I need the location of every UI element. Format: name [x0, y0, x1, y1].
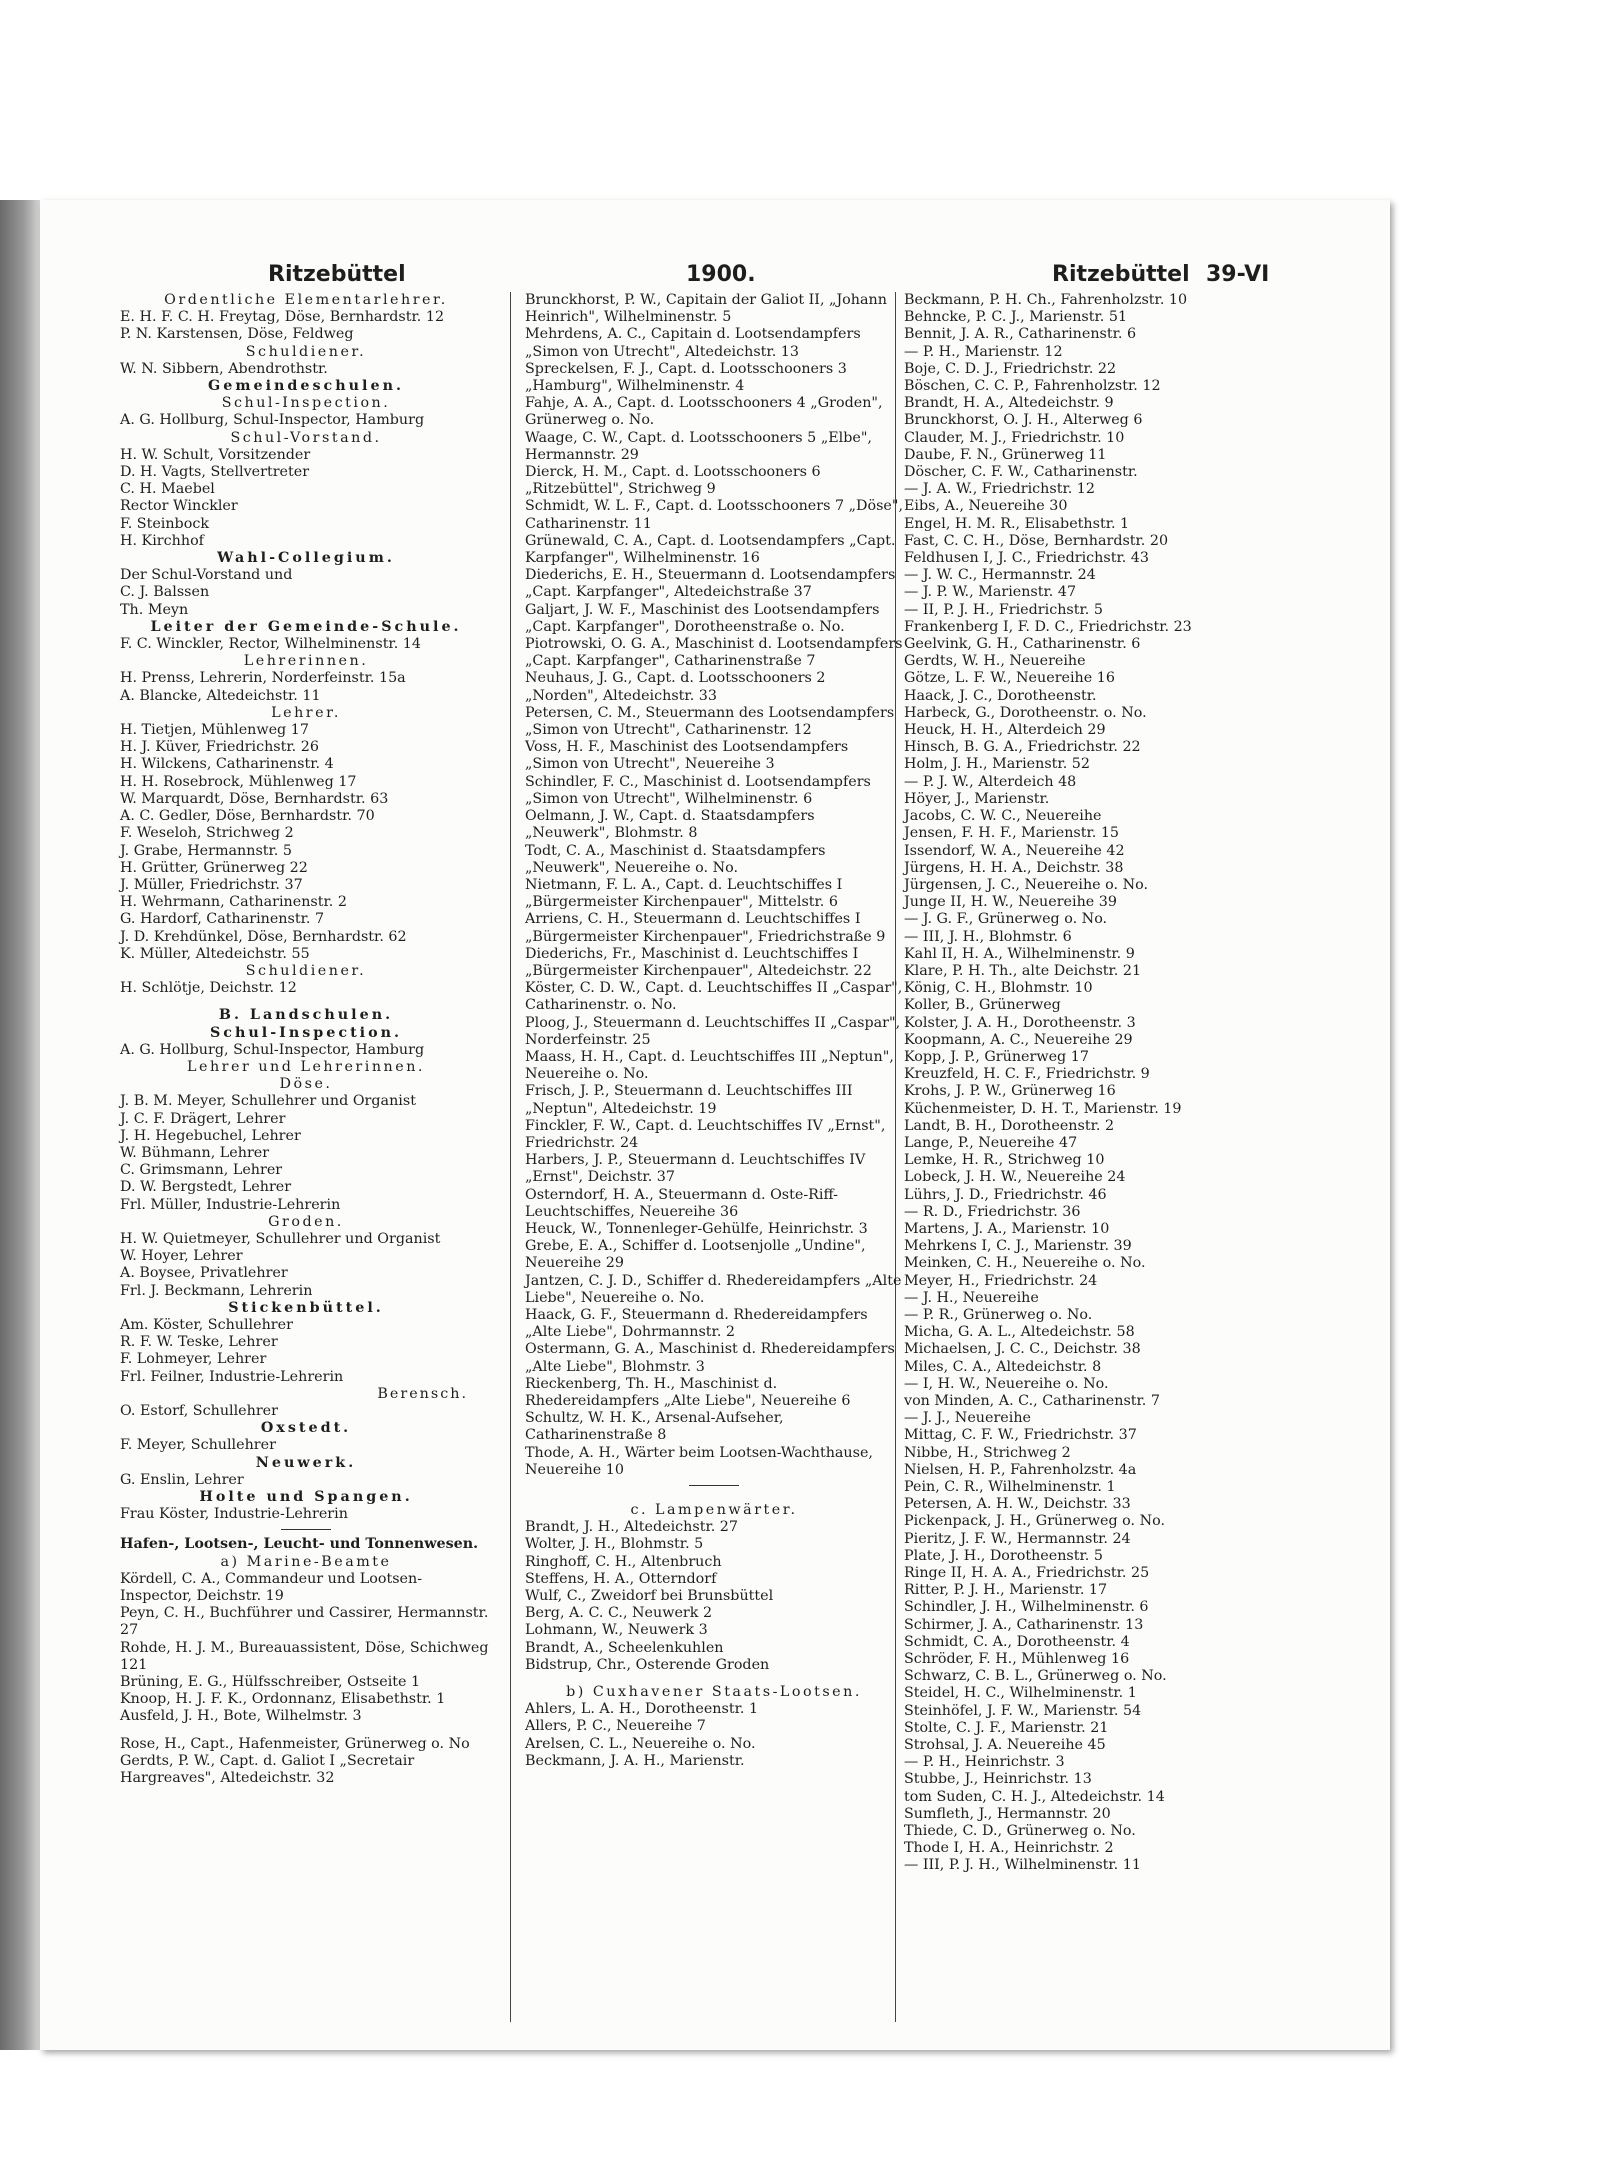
spacer: [120, 997, 492, 1007]
directory-entry: Höyer, J., Marienstr.: [904, 790, 1050, 807]
section-heading: c. Lampenwärter.: [630, 1502, 798, 1519]
directory-entry: Nietmann, F. L. A., Capt. d. Leuchtschiffes I „Bürgermeister Kirchenpauer", Mittelstr. 6: [525, 876, 843, 911]
directory-entry: Clauder, M. J., Friedrichstr. 10: [904, 429, 1125, 446]
directory-entry: Grünewald, C. A., Capt. d. Lootsendampfers „Capt. Karpfanger", Wilhelminenstr. 16: [525, 532, 896, 567]
directory-entry: Sumfleth, J., Hermannstr. 20: [904, 1805, 1111, 1822]
header-left-title: Ritzebüttel: [268, 262, 406, 287]
section-heading: Ordentliche Elementarlehrer.: [164, 292, 448, 308]
directory-entry: Plate, J. H., Dorotheenstr. 5: [904, 1547, 1103, 1564]
directory-entry: Michaelsen, J. C. C., Deichstr. 38: [904, 1341, 1141, 1358]
directory-entry: Haack, J. C., Dorotheenstr.: [904, 687, 1097, 704]
directory-entry: Jensen, F. H. F., Marienstr. 15: [904, 825, 1120, 842]
directory-entry: Arelsen, C. L., Neuereihe o. No.: [525, 1735, 756, 1752]
directory-entry: Harbers, J. P., Steuermann d. Leuchtschiffes IV „Ernst", Deichstr. 37: [525, 1152, 866, 1186]
directory-entry: Ostermann, G. A., Maschinist d. Rhedereidampfers „Alte Liebe", Blohmstr. 3: [525, 1341, 895, 1375]
directory-entry: Schmidt, C. A., Dorotheenstr. 4: [904, 1633, 1130, 1650]
column-3: [904, 292, 1288, 1875]
directory-entry: J. C. F. Drägert, Lehrer: [120, 1110, 286, 1127]
section-heading: Groden.: [268, 1213, 344, 1230]
directory-entry: Lange, P., Neuereihe 47: [904, 1134, 1078, 1151]
directory-entry: Wulf, C., Zweidorf bei Brunsbüttel: [525, 1588, 774, 1605]
directory-entry: J. Grabe, Hermannstr. 5: [120, 842, 292, 859]
directory-entry: Steinhöfel, J. F. W., Marienstr. 54: [904, 1702, 1142, 1719]
directory-entry: — J. W. C., Hermannstr. 24: [904, 567, 1096, 584]
directory-entry: — J. A. W., Friedrichstr. 12: [904, 481, 1095, 498]
directory-entry: — III, J. H., Blohmstr. 6: [904, 928, 1072, 945]
directory-entry: Döscher, C. F. W., Catharinenstr.: [904, 464, 1138, 481]
directory-entry: H. Grütter, Grünerweg 22: [120, 859, 308, 876]
directory-entry: A. G. Hollburg, Schul-Inspector, Hamburg: [120, 412, 425, 429]
directory-entry: Wolter, J. H., Blohmstr. 5: [525, 1536, 704, 1553]
directory-entry: D. W. Bergstedt, Lehrer: [120, 1179, 292, 1196]
directory-entry: W. Hoyer, Lehrer: [120, 1248, 243, 1265]
section-heading: b) Cuxhavener Staats-Lootsen.: [566, 1684, 862, 1701]
section-heading: a) Marine-Beamte: [220, 1553, 392, 1570]
directory-entry: Beckmann, J. A. H., Marienstr.: [525, 1752, 745, 1769]
directory-entry: Todt, C. A., Maschinist d. Staatsdampfers „Neuwerk", Neuereihe o. No.: [525, 842, 826, 876]
directory-entry: Mehrdens, A. C., Capitain d. Lootsendampfers „Simon von Utrecht", Altedeichstr. 13: [525, 326, 861, 360]
directory-entry: Peyn, C. H., Buchführer und Cassirer, Hermannstr. 27: [120, 1605, 489, 1639]
directory-entry: Pein, C. R., Wilhelminenstr. 1: [904, 1479, 1116, 1496]
directory-entry: Jacobs, C. W. C., Neuereihe: [904, 808, 1102, 825]
directory-entry: G. Hardorf, Catharinenstr. 7: [120, 911, 325, 928]
directory-entry: Harbeck, G., Dorotheenstr. o. No.: [904, 704, 1147, 721]
header-year: 1900.: [686, 262, 756, 287]
directory-entry: Ringhoff, C. H., Altenbruch: [525, 1553, 722, 1570]
section-rule: [689, 1485, 739, 1486]
directory-entry: F. Steinbock: [120, 515, 209, 532]
directory-entry: F. Meyer, Schullehrer: [120, 1437, 276, 1454]
directory-entry: Landt, B. H., Dorotheenstr. 2: [904, 1117, 1115, 1134]
directory-entry: Miles, C. A., Altedeichstr. 8: [904, 1358, 1102, 1375]
directory-entry: — R. D., Friedrichstr. 36: [904, 1203, 1081, 1220]
directory-entry: H. W. Quietmeyer, Schullehrer und Organist: [120, 1230, 441, 1247]
section-heading: Schul-Vorstand.: [230, 429, 382, 446]
directory-entry: Heuck, W., Tonnenleger-Gehülfe, Heinrichstr. 3: [525, 1220, 868, 1237]
section-heading: Wahl-Collegium.: [217, 550, 395, 567]
directory-entry: Geelvink, G. H., Catharinenstr. 6: [904, 636, 1141, 653]
directory-entry: Frl. Feilner, Industrie-Lehrerin: [120, 1368, 344, 1385]
directory-entry: Osterndorf, H. A., Steuermann d. Oste-Riff-Leuchtschiffes, Neuereihe 36: [525, 1186, 838, 1220]
directory-entry: Daube, F. N., Grünerweg 11: [904, 446, 1107, 463]
directory-entry: — P. J. W., Alterdeich 48: [904, 773, 1077, 790]
directory-entry: H. Prenss, Lehrerin, Norderfeinstr. 15a: [120, 670, 406, 687]
directory-entry: Steffens, H. A., Otterndorf: [525, 1570, 717, 1587]
directory-entry: Oelmann, J. W., Capt. d. Staatsdampfers „Neuwerk", Blohmstr. 8: [525, 808, 815, 842]
directory-entry: Martens, J. A., Marienstr. 10: [904, 1220, 1110, 1237]
directory-entry: Frl. Müller, Industrie-Lehrerin: [120, 1196, 341, 1213]
directory-entry: Schirmer, J. A., Catharinenstr. 13: [904, 1616, 1144, 1633]
directory-entry: tom Suden, C. H. J., Altedeichstr. 14: [904, 1788, 1165, 1805]
directory-entry: Küchenmeister, D. H. T., Marienstr. 19: [904, 1100, 1182, 1117]
section-heading: Stickenbüttel.: [228, 1299, 384, 1316]
section-heading: Hafen-, Lootsen-, Leucht- und Tonnenwesen.: [120, 1536, 479, 1553]
directory-entry: W. Marquardt, Döse, Bernhardstr. 63: [120, 790, 389, 807]
book-spine: [0, 200, 40, 2050]
directory-entry: Schmidt, W. L. F., Capt. d. Lootsschooners 7 „Döse", Catharinenstr. 11: [525, 498, 903, 532]
directory-entry: Petersen, C. M., Steuermann des Lootsendampfers „Simon von Utrecht", Catharinenstr. 12: [525, 704, 895, 739]
directory-entry: Grebe, E. A., Schiffer d. Lootsenjolle „Undine", Neuereihe 29: [525, 1238, 866, 1272]
directory-entry: A. Blancke, Altedeichstr. 11: [120, 687, 321, 704]
directory-entry: von Minden, A. C., Catharinenstr. 7: [904, 1393, 1160, 1409]
directory-entry: Schultz, W. H. K., Arsenal-Aufseher, Catharinenstraße 8: [525, 1410, 784, 1444]
directory-entry: G. Enslin, Lehrer: [120, 1471, 244, 1488]
directory-entry: Jürgens, H. H. A., Deichstr. 38: [904, 859, 1124, 876]
directory-entry: Allers, P. C., Neuereihe 7: [525, 1718, 706, 1735]
directory-entry: H. Wilckens, Catharinenstr. 4: [120, 756, 334, 773]
section-rule: [281, 1529, 331, 1530]
section-heading: Berensch.: [377, 1385, 468, 1402]
directory-entry: Rector Winckler: [120, 498, 238, 515]
directory-entry: Frl. J. Beckmann, Lehrerin: [120, 1282, 313, 1299]
directory-entry: Klare, P. H. Th., alte Deichstr. 21: [904, 962, 1142, 979]
directory-entry: Ahlers, L. A. H., Dorotheenstr. 1: [525, 1701, 759, 1718]
directory-entry: C. J. Balssen: [120, 584, 210, 601]
directory-entry: Beckmann, P. H. Ch., Fahrenholzstr. 10: [904, 292, 1188, 308]
directory-entry: Schwarz, C. B. L., Grünerweg o. No.: [904, 1668, 1167, 1685]
directory-entry: C. H. Maebel: [120, 481, 215, 498]
directory-entry: Galjart, J. W. F., Maschinist des Lootsendampfers „Capt. Karpfanger", Dorotheenstraße o. No.: [525, 601, 880, 635]
directory-entry: Der Schul-Vorstand und: [120, 567, 293, 584]
directory-entry: Fast, C. C. H., Döse, Bernhardstr. 20: [904, 532, 1169, 549]
directory-entry: Th. Meyn: [120, 601, 189, 618]
directory-entry: Dierck, H. M., Capt. d. Lootsschooners 6 „Ritzebüttel", Strichweg 9: [525, 464, 821, 498]
directory-entry: A. G. Hollburg, Schul-Inspector, Hamburg: [120, 1041, 425, 1058]
directory-entry: Böschen, C. C. P., Fahrenholzstr. 12: [904, 378, 1161, 395]
section-heading: Lehrerinnen.: [243, 653, 369, 670]
directory-entry: Thode, A. H., Wärter beim Lootsen-Wachthause, Neuereihe 10: [525, 1444, 873, 1478]
directory-entry: Götze, L. F. W., Neuereihe 16: [904, 670, 1115, 687]
directory-entry: Koller, B., Grünerweg: [904, 997, 1061, 1014]
directory-entry: Diederichs, Fr., Maschinist d. Leuchtschiffes I „Bürgermeister Kirchenpauer", Altedeichstr. 22: [525, 945, 872, 979]
directory-entry: H. J. Küver, Friedrichstr. 26: [120, 739, 319, 756]
directory-entry: Issendorf, W. A., Neuereihe 42: [904, 842, 1125, 859]
directory-entry: Berg, A. C. C., Neuwerk 2: [525, 1605, 713, 1622]
directory-entry: H. H. Rosebrock, Mühlenweg 17: [120, 773, 357, 790]
directory-entry: A. C. Gedler, Döse, Bernhardstr. 70: [120, 808, 375, 825]
directory-entry: E. H. F. C. H. Freytag, Döse, Bernhardstr. 12: [120, 309, 445, 326]
directory-entry: Frankenberg I, F. D. C., Friedrichstr. 23: [904, 618, 1192, 635]
section-heading: Döse.: [279, 1076, 333, 1093]
directory-entry: — J. J., Neuereihe: [904, 1410, 1031, 1427]
directory-entry: — J. H., Neuereihe: [904, 1289, 1039, 1306]
directory-entry: O. Estorf, Schullehrer: [120, 1403, 278, 1419]
directory-entry: Köster, C. D. W., Capt. d. Leuchtschiffes II „Caspar", Catharinenstr. o. No.: [525, 980, 903, 1014]
directory-entry: J. H. Hegebuchel, Lehrer: [120, 1127, 301, 1144]
section-heading: Neuwerk.: [255, 1454, 357, 1471]
directory-entry: Neuhaus, J. G., Capt. d. Lootsschooners 2 „Norden", Altedeichstr. 33: [525, 670, 826, 704]
directory-entry: Haack, G. F., Steuermann d. Rhedereidampfers „Alte Liebe", Dohrmannstr. 2: [525, 1306, 868, 1341]
directory-entry: Thode I, H. A., Heinrichstr. 2: [904, 1840, 1114, 1857]
directory-entry: Brandt, J. H., Altedeichstr. 27: [525, 1519, 739, 1536]
section-heading: Schuldiener.: [245, 962, 367, 979]
directory-entry: Am. Köster, Schullehrer: [120, 1316, 293, 1333]
column-divider-1: [510, 292, 511, 2022]
directory-entry: — J. G. F., Grünerweg o. No.: [904, 911, 1108, 928]
page-header: [268, 262, 1290, 296]
directory-entry: F. C. Winckler, Rector, Wilhelminenstr. 14: [120, 636, 421, 653]
section-heading: Oxstedt.: [260, 1420, 352, 1437]
directory-entry: Schindler, F. C., Maschinist d. Lootsendampfers „Simon von Utrecht", Wilhelminenstr. 6: [525, 773, 871, 807]
directory-entry: Kahl II, H. A., Wilhelminenstr. 9: [904, 945, 1135, 962]
directory-entry: Hinsch, B. G. A., Friedrichstr. 22: [904, 739, 1141, 756]
directory-entry: R. F. W. Teske, Lehrer: [120, 1334, 278, 1351]
directory-entry: Nibbe, H., Strichweg 2: [904, 1444, 1071, 1461]
directory-entry: Micha, G. A. L., Altedeichstr. 58: [904, 1324, 1135, 1341]
directory-entry: König, C. H., Blohmstr. 10: [904, 980, 1093, 997]
spacer: [525, 1492, 903, 1502]
directory-entry: H. Schlötje, Deichstr. 12: [120, 980, 297, 997]
directory-entry: J. B. M. Meyer, Schullehrer und Organist: [120, 1093, 416, 1110]
directory-entry: Knoop, H. J. F. K., Ordonnanz, Elisabethstr. 1: [120, 1691, 446, 1708]
directory-entry: Meyer, H., Friedrichstr. 24: [904, 1272, 1098, 1289]
directory-entry: Junge II, H. W., Neuereihe 39: [904, 894, 1117, 911]
directory-entry: A. Boysee, Privatlehrer: [120, 1265, 288, 1282]
directory-entry: Brüning, E. G., Hülfsschreiber, Ostseite 1: [120, 1674, 421, 1691]
directory-entry: Ritter, P. J. H., Marienstr. 17: [904, 1582, 1108, 1599]
directory-entry: H. W. Schult, Vorsitzender: [120, 446, 311, 463]
directory-entry: Strohsal, J. A. Neuereihe 45: [904, 1737, 1106, 1754]
directory-entry: Maass, H. H., Capt. d. Leuchtschiffes III „Neptun", Neuereihe o. No.: [525, 1048, 894, 1083]
directory-entry: Steidel, H. C., Wilhelminenstr. 1: [904, 1685, 1137, 1702]
directory-entry: Lobeck, J. H. W., Neuereihe 24: [904, 1169, 1126, 1186]
directory-entry: Gerdts, P. W., Capt. d. Galiot I „Secretair Hargreaves", Altedeichstr. 32: [120, 1752, 415, 1787]
directory-entry: Diederichs, E. H., Steuermann d. Lootsendampfers „Capt. Karpfanger", Altedeichstraße 37: [525, 567, 896, 601]
directory-entry: F. Weseloh, Strichweg 2: [120, 825, 294, 842]
directory-entry: Spreckelsen, F. J., Capt. d. Lootsschooners 3 „Hamburg", Wilhelminenstr. 4: [525, 360, 847, 395]
directory-entry: Kolster, J. A. H., Dorotheenstr. 3: [904, 1014, 1136, 1031]
section-heading: Holte und Spangen.: [199, 1489, 413, 1506]
directory-entry: Mehrkens I, C. J., Marienstr. 39: [904, 1238, 1132, 1255]
section-heading: Lehrer und Lehrerinnen.: [187, 1058, 425, 1075]
directory-entry: H. Wehrmann, Catharinenstr. 2: [120, 894, 347, 911]
spacer: [525, 1674, 903, 1684]
section-heading: Schul-Inspection.: [221, 395, 391, 412]
directory-entry: Meinken, C. H., Neuereihe o. No.: [904, 1255, 1146, 1272]
directory-entry: Kördell, C. A., Commandeur und Lootsen-Inspector, Deichstr. 19: [120, 1570, 423, 1605]
directory-entry: Arriens, C. H., Steuermann d. Leuchtschiffes I „Bürgermeister Kirchenpauer", Friedrichstraße 9: [525, 911, 886, 945]
directory-entry: D. H. Vagts, Stellvertreter: [120, 464, 310, 481]
directory-entry: C. Grimsmann, Lehrer: [120, 1162, 283, 1179]
directory-entry: K. Müller, Altedeichstr. 55: [120, 945, 310, 962]
section-heading: Gemeindeschulen.: [208, 378, 404, 395]
directory-entry: Feldhusen I, J. C., Friedrichstr. 43: [904, 550, 1149, 567]
directory-entry: Pickenpack, J. H., Grünerweg o. No.: [904, 1513, 1165, 1530]
directory-entry: Lemke, H. R., Strichweg 10: [904, 1152, 1105, 1169]
header-page-number: 39-VI: [1206, 262, 1270, 287]
directory-entry: Schindler, J. H., Wilhelminenstr. 6: [904, 1599, 1149, 1616]
directory-entry: Waage, C. W., Capt. d. Lootsschooners 5 „Elbe", Hermannstr. 29: [525, 429, 872, 463]
directory-entry: Lohmann, W., Neuwerk 3: [525, 1622, 708, 1639]
directory-entry: Krohs, J. P. W., Grünerweg 16: [904, 1083, 1116, 1100]
directory-entry: — P. H., Marienstr. 12: [904, 343, 1063, 360]
directory-entry: Frau Köster, Industrie-Lehrerin: [120, 1506, 348, 1523]
directory-entry: Heuck, H. H., Alterdeich 29: [904, 722, 1106, 739]
directory-entry: Brunckhorst, O. J. H., Alterweg 6: [904, 412, 1143, 429]
directory-entry: Behncke, P. C. J., Marienstr. 51: [904, 309, 1128, 326]
directory-entry: Rieckenberg, Th. H., Maschinist d. Rhedereidampfers „Alte Liebe", Neuereihe 6: [525, 1375, 851, 1409]
directory-entry: Pieritz, J. F. W., Hermannstr. 24: [904, 1530, 1131, 1547]
directory-entry: Kreuzfeld, H. C. F., Friedrichstr. 9: [904, 1066, 1150, 1083]
directory-entry: W. Bühmann, Lehrer: [120, 1144, 270, 1161]
directory-entry: Finckler, F. W., Capt. d. Leuchtschiffes IV „Ernst", Friedrichstr. 24: [525, 1117, 886, 1151]
directory-entry: Jürgensen, J. C., Neuereihe o. No.: [904, 876, 1149, 893]
directory-entry: Frisch, J. P., Steuermann d. Leuchtschiffes III „Neptun", Altedeichstr. 19: [525, 1083, 853, 1117]
directory-entry: Rose, H., Capt., Hafenmeister, Grünerweg o. No: [120, 1735, 470, 1752]
directory-entry: J. D. Krehdünkel, Döse, Bernhardstr. 62: [120, 928, 407, 945]
directory-entry: Brunckhorst, P. W., Capitain der Galiot II, „Johann Heinrich", Wilhelminenstr. 5: [525, 292, 887, 326]
directory-entry: W. N. Sibbern, Abendrothstr.: [120, 360, 328, 377]
directory-entry: Koopmann, A. C., Neuereihe 29: [904, 1031, 1133, 1048]
section-heading: Schuldiener.: [245, 343, 367, 360]
directory-entry: Engel, H. M. R., Elisabethstr. 1: [904, 515, 1130, 532]
directory-entry: Mittag, C. F. W., Friedrichstr. 37: [904, 1427, 1137, 1444]
directory-entry: Gerdts, W. H., Neuereihe: [904, 653, 1086, 670]
directory-entry: Fahje, A. A., Capt. d. Lootsschooners 4 „Groden", Grünerweg o. No.: [525, 395, 883, 429]
directory-entry: Nielsen, H. P., Fahrenholzstr. 4a: [904, 1461, 1137, 1478]
directory-entry: Brandt, H. A., Altedeichstr. 9: [904, 395, 1114, 412]
directory-entry: Petersen, A. H. W., Deichstr. 33: [904, 1496, 1131, 1513]
directory-entry: Bidstrup, Chr., Osterende Groden: [525, 1656, 770, 1673]
spacer: [120, 1726, 492, 1736]
directory-entry: Holm, J. H., Marienstr. 52: [904, 756, 1090, 773]
directory-entry: Thiede, C. D., Grünerweg o. No.: [904, 1823, 1136, 1840]
section-heading: Lehrer.: [271, 704, 341, 721]
directory-entry: Kopp, J. P., Grünerweg 17: [904, 1048, 1089, 1065]
section-heading: B. Landschulen.: [218, 1007, 394, 1024]
directory-entry: Voss, H. F., Maschinist des Lootsendampfers „Simon von Utrecht", Neuereihe 3: [525, 739, 849, 773]
header-right-title: Ritzebüttel: [1052, 262, 1190, 287]
directory-entry: J. Müller, Friedrichstr. 37: [120, 876, 303, 893]
directory-entry: P. N. Karstensen, Döse, Feldweg: [120, 326, 354, 343]
directory-entry: Piotrowski, O. G. A., Maschinist d. Lootsendampfers „Capt. Karpfanger", Catharinenstraße 7: [525, 636, 903, 670]
section-heading: Leiter der Gemeinde-Schule.: [150, 618, 462, 635]
column-2: [525, 292, 903, 1770]
directory-entry: Ausfeld, J. H., Bote, Wilhelmstr. 3: [120, 1708, 362, 1725]
directory-entry: H. Tietjen, Mühlenweg 17: [120, 722, 309, 739]
column-1: [120, 292, 492, 1787]
directory-entry: — P. H., Heinrichstr. 3: [904, 1754, 1065, 1771]
directory-entry: Bennit, J. A. R., Catharinenstr. 6: [904, 326, 1137, 343]
directory-entry: Lührs, J. D., Friedrichstr. 46: [904, 1186, 1107, 1203]
directory-entry: — J. P. W., Marienstr. 47: [904, 584, 1077, 601]
directory-entry: Boje, C. D. J., Friedrichstr. 22: [904, 360, 1117, 377]
section-heading: Schul-Inspection.: [209, 1024, 403, 1041]
directory-entry: Eibs, A., Neuereihe 30: [904, 498, 1068, 515]
directory-entry: Brandt, A., Scheelenkuhlen: [525, 1639, 724, 1656]
directory-entry: Schröder, F. H., Mühlenweg 16: [904, 1651, 1130, 1668]
directory-entry: Rohde, H. J. M., Bureauassistent, Döse, Schichweg 121: [120, 1639, 489, 1673]
directory-entry: Ringe II, H. A. A., Friedrichstr. 25: [904, 1565, 1150, 1582]
directory-entry: Jantzen, C. J. D., Schiffer d. Rhedereidampfers „Alte Liebe", Neuereihe o. No.: [525, 1272, 902, 1306]
directory-entry: — P. R., Grünerweg o. No.: [904, 1306, 1093, 1323]
directory-entry: H. Kirchhof: [120, 532, 204, 549]
directory-entry: Ploog, J., Steuermann d. Leuchtschiffes II „Caspar", Norderfeinstr. 25: [525, 1014, 901, 1048]
directory-entry: Stolte, C. J. F., Marienstr. 21: [904, 1719, 1109, 1736]
directory-entry: F. Lohmeyer, Lehrer: [120, 1351, 267, 1368]
directory-entry: — I, H. W., Neuereihe o. No.: [904, 1375, 1109, 1392]
directory-entry: — II, P. J. H., Friedrichstr. 5: [904, 601, 1103, 618]
directory-entry: Stubbe, J., Heinrichstr. 13: [904, 1771, 1092, 1788]
directory-entry: — III, P. J. H., Wilhelminenstr. 11: [904, 1857, 1141, 1874]
